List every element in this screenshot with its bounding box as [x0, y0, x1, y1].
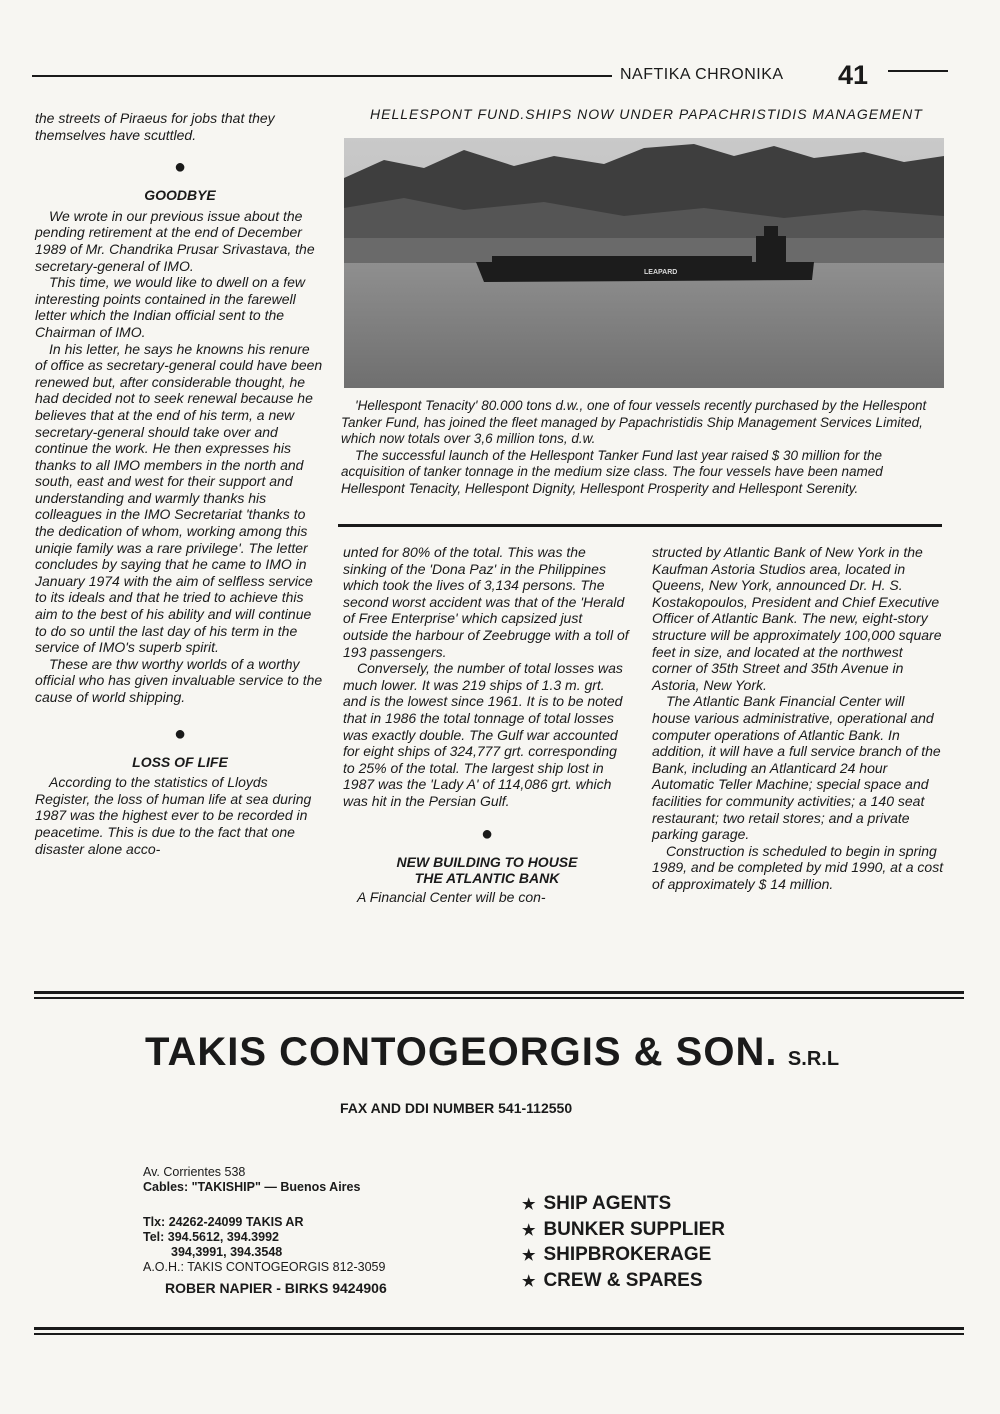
star-icon: ★ — [522, 1247, 536, 1264]
middle-paragraph: unted for 80% of the total. This was the sinking of the 'Dona Paz' in the Philippines which took the lives of 3,134 persons. The second worst accident was that of the 'Herald of Free Enterprise' which capsized just outside the harbour of Zeebrugge with a toll of 193 passengers. — [343, 544, 629, 660]
ship-photo — [344, 138, 944, 388]
photo-caption — [341, 398, 946, 497]
photo-title: HELLESPONT FUND.SHIPS NOW UNDER PAPACHRISTIDIS MANAGEMENT — [370, 106, 923, 122]
ad-tel: Tel: 394.5612, 394.3992 — [143, 1230, 279, 1244]
publication-name: NAFTIKA CHRONIKA — [620, 66, 784, 83]
ad-fax-line: FAX AND DDI NUMBER 541-112550 — [340, 1100, 573, 1116]
service-item: ★ BUNKER SUPPLIER — [522, 1218, 726, 1240]
loss-of-life-heading: LOSS OF LIFE — [132, 753, 228, 770]
right-paragraph: The Atlantic Bank Financial Center will house various administrative, operational and computer operations of Atlantic Bank. In addition, it will have a full service branch of the Bank, including an Atlanticard 24 hour Automatic Teller Machine; special space and facilities for community activities; a 140 seat restaurant; two retail stores; and a private parking garage. — [652, 693, 941, 843]
service-item: ★ CREW & SPARES — [522, 1269, 703, 1291]
middle-paragraph: Conversely, the number of total losses was much lower. It was 219 ships of 1.3 m. grt. and is the lowest since 1961. It is to be noted that in 1986 the total tonnage of total losses was exactly double. The Gulf war accounted for eight ships of 324,777 grt. corresponding to 25% of the total. The largest ship lost in 1987 was the 'Lady A' of 114,086 grt. which was hit in the Persian Gulf. — [343, 660, 623, 809]
ad-services — [522, 1192, 725, 1294]
left-column — [35, 110, 325, 857]
ad-company-suffix: S.R.L — [787, 1048, 840, 1070]
ad-tel: 394,3991, 394.3548 — [171, 1245, 283, 1259]
right-paragraph: structed by Atlantic Bank of New York in the Kaufman Astoria Studios area, located in Queens, New York, announced Dr. H. S. Kostakopoulos, President and Chief Executive Officer of Atlantic Bank. The new, eight-story structure will be approximately 100,000 square feet in size, and located at the northwest corner of 35th Street and 35th Avenue in Astoria, New York. — [652, 544, 942, 693]
header-rule-right — [888, 70, 948, 72]
ad-top-rule — [34, 997, 964, 999]
ad-address: Av. Corrientes 538 — [143, 1165, 246, 1179]
ad-top-rule — [34, 991, 964, 994]
page-number: 41 — [838, 60, 869, 90]
new-building-heading-line2: THE ATLANTIC BANK — [414, 870, 560, 887]
ad-representative: ROBER NAPIER - BIRKS 9424906 — [165, 1280, 387, 1296]
star-icon: ★ — [522, 1272, 536, 1290]
star-icon: ★ — [522, 1196, 536, 1213]
goodbye-paragraph: In his letter, he says he knowns his renure of office as secretary-general could have been renewed but, after considerable thought, he had decided not to seek renewal because he believes that at the end of his term, a new secretary-general should take over and continue the work. He then expresses his thanks to all IMO members in the north and south, east and west for their support and understanding and warmly thanks his colleagues in the IMO Secretariat 'thanks to the dedication of whom, working among this uniqie family was a rare privilege'. The letter concludes by saying that he came to IMO in January 1974 with the aim of selfless service to its ideals and that he tried to achieve this aim to the best of his ability and will continue to do so until the last day of his term in the service of IMO's superb spirit. — [35, 340, 323, 656]
star-icon: ★ — [522, 1221, 536, 1239]
ad-bottom-rule — [34, 1333, 964, 1335]
right-paragraph: Construction is scheduled to begin in spring 1989, and be completed by mid 1990, at a cost of approximately $ 14 million. — [652, 842, 944, 892]
section-bullet: ● — [480, 822, 494, 845]
ad-company-line — [145, 1030, 839, 1075]
new-building-heading-line1: NEW BUILDING TO HOUSE — [396, 853, 578, 870]
section-bullet: ● — [173, 156, 187, 179]
goodbye-paragraph: This time, we would like to dwell on a few interesting points contained in the farewell letter which the Indian official sent to the Chairman of IMO. — [35, 274, 305, 340]
section-bullet: ● — [173, 722, 187, 745]
loss-of-life-paragraph: According to the statistics of Lloyds Register, the loss of human life at sea during 1987 was the highest ever to be recorded in peacetime. This is due to the fact that one disaster alone acco- — [35, 774, 312, 857]
caption-paragraph: The successful launch of the Hellespont Tanker Fund last year raised $ 30 million for the acquisition of tanker tonnage in the medium size class. The four vessels have been named Hellespont Tenacity, Hellespont Dignity, Hellespont Prosperity and Hellespont Serenity. — [341, 447, 883, 496]
ship-photo-graphic — [344, 138, 944, 388]
ad-contact-block — [143, 1165, 473, 1296]
new-building-paragraph: A Financial Center will be con- — [357, 888, 546, 905]
middle-column — [343, 544, 631, 905]
goodbye-paragraph: We wrote in our previous issue about the pending retirement at the end of December 1989 of Mr. Chandrika Prusar Srivastava, the secretary-general of IMO. — [35, 207, 315, 274]
photo-bottom-rule — [338, 524, 942, 527]
ad-cables: Cables: "TAKISHIP" — Buenos Aires — [143, 1180, 361, 1194]
ship-hull-lettering: LEAPARD — [644, 269, 678, 276]
service-item: ★ SHIPBROKERAGE — [522, 1244, 712, 1265]
goodbye-heading: GOODBYE — [144, 187, 216, 204]
right-column — [652, 544, 944, 892]
caption-paragraph: 'Hellespont Tenacity' 80.000 tons d.w., one of four vessels recently purchased by the Hellespont Tanker Fund, has joined the fleet managed by Papachristidis Ship Management Services Limited, which now totals over 3,6 million tons, d.w. — [341, 398, 927, 446]
header-rule-left — [32, 75, 612, 77]
service-item: ★ SHIP AGENTS — [522, 1193, 672, 1214]
ad-tlx: Tlx: 24262-24099 TAKIS AR — [143, 1215, 304, 1229]
ad-aoh: A.O.H.: TAKIS CONTOGEORGIS 812-3059 — [143, 1260, 386, 1274]
new-building-heading — [343, 854, 631, 887]
ad-bottom-rule — [34, 1327, 964, 1330]
intro-text: the streets of Piraeus for jobs that they themselves have scuttled. — [35, 110, 275, 143]
ad-company-name: TAKIS CONTOGEORGIS & SON. — [145, 1030, 778, 1074]
goodbye-paragraph: These are thw worthy worlds of a worthy official who has given invaluable service to the cause of world shipping. — [35, 655, 323, 705]
